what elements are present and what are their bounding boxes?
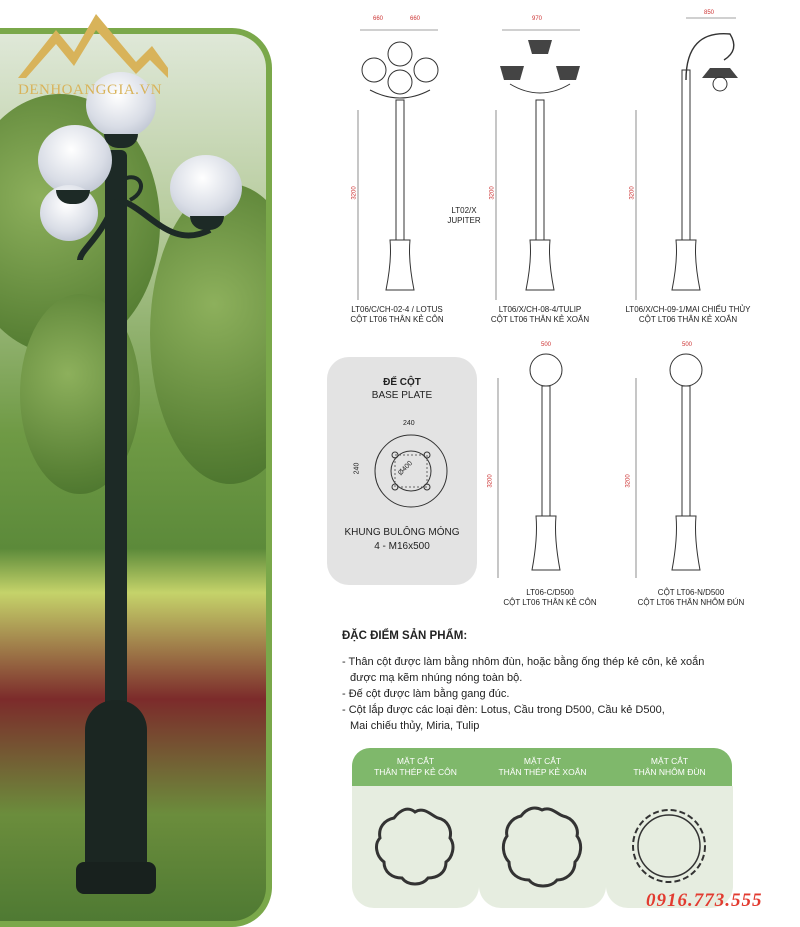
pole-sketches-globe [487, 338, 740, 600]
jupiter-name: JUPITER [447, 216, 481, 225]
plate-diameter: Ø400 [397, 459, 415, 478]
section-header [352, 748, 479, 786]
dim-label: 500 [541, 342, 552, 348]
plate-dim-top: 240 [403, 420, 415, 427]
section-title: MẶT CẮT [396, 756, 435, 766]
sketch-sub: CỘT LT06 THÂN KẺ CÔN [350, 315, 444, 324]
section-ke-con [352, 748, 479, 918]
feature-item: - Đế cột được làm bằng gang đúc. [342, 688, 510, 700]
sketch-lotus [358, 30, 438, 300]
sketch-sub: CỘT LT06 THÂN NHÔM ĐÚN [637, 598, 745, 607]
base-plate-title: ĐẾ CỘT [383, 377, 421, 388]
sketch-sub: CỘT LT06 THÂN KẺ CÔN [503, 598, 597, 607]
sketch-d500-con [498, 354, 562, 578]
pole-sketches-top [340, 10, 800, 320]
jupiter-code: LT02/X [451, 206, 477, 215]
section-subtitle: THÂN THÉP KẺ XOẮN [498, 767, 587, 777]
brand-name: DENHOANGGIA.VN [18, 82, 163, 98]
cross-section-drawing [479, 786, 606, 908]
dim-label: 500 [682, 342, 693, 348]
height-label: 3200 [351, 186, 358, 200]
section-subtitle: THÂN NHÔM ĐÙN [633, 767, 706, 777]
base-plate-caption: KHUNG BULÔNG MÓNG [344, 527, 460, 538]
height-label: 3200 [487, 474, 494, 488]
sketch-d500-nhom [636, 354, 702, 578]
dim-label: 850 [704, 10, 715, 16]
sketch-tulip [496, 30, 580, 300]
feature-item: - Cột lắp được các loại đèn: Lotus, Cầu trong D500, Cầu kẻ D500, [342, 704, 665, 716]
section-ke-xoan [479, 748, 606, 918]
lamp-foot [76, 862, 156, 894]
feature-item: Mai chiếu thủy, Miria, Tulip [350, 720, 480, 732]
base-plate-card [327, 357, 477, 585]
height-label: 3200 [625, 474, 632, 488]
features-list [342, 654, 782, 734]
sketch-code: LT06/C/CH-02-4 / LOTUS [351, 305, 443, 314]
plate-dim-side: 240 [353, 462, 361, 475]
dim-label: 660 [410, 16, 421, 22]
section-header [606, 748, 733, 786]
feature-item: được mạ kẽm nhúng nóng toàn bộ. [350, 672, 523, 684]
lamp-arms [60, 140, 230, 280]
brand-logo [18, 8, 168, 98]
dim-label: 660 [373, 16, 384, 22]
section-title: MẶT CẮT [650, 756, 689, 766]
height-label: 3200 [489, 186, 496, 200]
section-header [479, 748, 606, 786]
sketch-code: LT06/X/CH-08-4/TULIP [498, 305, 582, 314]
lamp-base [85, 700, 147, 870]
section-title: MẶT CẮT [523, 756, 562, 766]
base-plate-bolts: 4 - M16x500 [374, 541, 430, 552]
house-roof-icon [18, 8, 168, 80]
sketch-code: LT06/X/CH-09-1/MAI CHIẾU THỦY [625, 305, 751, 314]
section-body [479, 786, 606, 908]
section-body [352, 786, 479, 908]
sketch-code: LT06-C/D500 [526, 588, 574, 597]
contact-phone: 0916.773.555 [646, 890, 763, 911]
features-title: ĐẶC ĐIỂM SẢN PHẨM: [342, 630, 468, 642]
base-plate-subtitle: BASE PLATE [371, 390, 433, 401]
sketch-sub: CỘT LT06 THÂN KẺ XOẮN [490, 315, 590, 324]
height-label: 3200 [629, 186, 636, 200]
feature-item: - Thân cột được làm bằng nhôm đùn, hoặc bằng ống thép kẻ côn, kẻ xoắn [342, 656, 705, 668]
section-subtitle: THÂN THÉP KẺ CÔN [374, 767, 457, 777]
dim-label: 970 [532, 16, 543, 22]
sketch-sub: CỘT LT06 THÂN KẺ XOẮN [638, 315, 738, 324]
sketch-mai-chieu-thuy [636, 18, 738, 300]
sketch-code: CỘT LT06-N/D500 [657, 588, 725, 597]
cross-section-drawing [352, 786, 479, 908]
